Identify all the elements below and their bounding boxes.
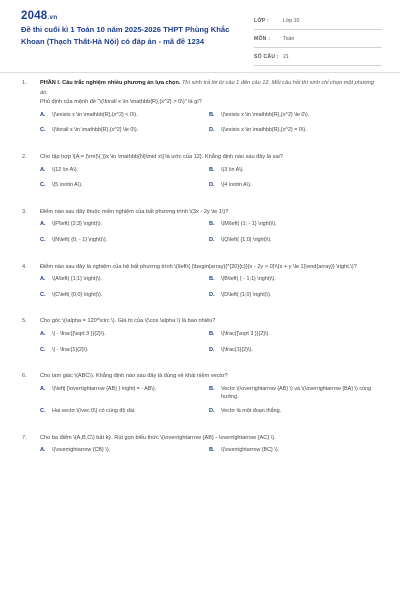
option-text: \(B\left( { - 1;1} \right)\).: [221, 276, 276, 283]
option-label: D.: [209, 408, 215, 415]
meta-row-class: [254, 12, 382, 30]
question-text: Cho tam giác \(ABC\). Khẳng định nào sau đây là đúng về khái niệm vectơ?: [40, 373, 228, 380]
question-text: Cho góc \(\alpha = 120^\circ \). Giá trị của \(\cos \alpha \) là bao nhiêu?: [40, 318, 216, 325]
answer-option[interactable]: [40, 220, 209, 230]
answer-option[interactable]: [40, 275, 209, 285]
option-label: B.: [209, 447, 215, 454]
option-label: B.: [209, 330, 215, 337]
answer-option[interactable]: [40, 407, 209, 417]
option-text: \(\overrightarrow {CB} \).: [52, 447, 111, 454]
option-label: C.: [40, 127, 46, 134]
option-label: A.: [40, 330, 46, 337]
answer-options: [40, 446, 378, 462]
option-text: \( - \frac{{\sqrt 3 }}{2}\).: [52, 330, 106, 337]
answer-options: [40, 385, 378, 423]
option-label: B.: [209, 111, 215, 118]
answer-option[interactable]: [40, 166, 209, 176]
site-logo[interactable]: [21, 10, 57, 22]
answer-option[interactable]: [209, 407, 378, 417]
option-label: A.: [40, 166, 46, 173]
meta-row-subject: [254, 30, 382, 48]
question-number: 1.: [22, 80, 27, 86]
meta-key: LỚP :: [254, 17, 270, 24]
option-label: D.: [209, 127, 215, 134]
option-text: \(\exists x \in \mathbb{R},{x^2} = 0\).: [221, 127, 307, 134]
option-text: \(\overrightarrow {BC} \).: [221, 447, 280, 454]
answer-option[interactable]: [209, 126, 378, 136]
answer-option[interactable]: [40, 291, 209, 301]
part-instruction: Thí sinh trả lời từ câu 1 đến câu 12. Mỗi câu hỏi thí sinh chỉ chọn một phương án.: [40, 80, 375, 96]
option-text: \(C\left( {0;0} \right)\).: [52, 291, 103, 298]
option-text: \(\frac{1}{2}\).: [221, 346, 253, 353]
option-text: \(5 \notin A\).: [52, 182, 83, 189]
answer-option[interactable]: [209, 275, 378, 285]
option-label: C.: [40, 408, 46, 415]
meta-value: Lớp 10: [283, 17, 300, 24]
answer-option[interactable]: [209, 181, 378, 191]
option-label: B.: [209, 166, 215, 173]
option-text: Hai vectơ \(\vec 0\) có cùng độ dài.: [52, 408, 136, 415]
answer-option[interactable]: [40, 111, 209, 121]
option-label: C.: [40, 291, 46, 298]
option-text: \(D\left( {1;0} \right)\).: [221, 291, 272, 298]
answer-option[interactable]: [209, 291, 378, 301]
answer-option[interactable]: [209, 346, 378, 356]
question-number: 4.: [22, 263, 27, 270]
question-text: Cho ba điểm \(A,B,C\) bất kỳ. Rút gọn biểu thức \(\overrightarrow {AB} - \overrightarrow {AC} \).: [40, 434, 276, 441]
question-number: 2.: [22, 153, 27, 160]
question-prompt: Phủ định của mệnh đề "\(\forall x \in \mathbb{R},{x^2} > 0\)" là gì?: [40, 99, 202, 106]
meta-row-question-count: [254, 48, 382, 66]
option-text: \(\forall x \in \mathbb{R},{x^2} \le 0\).: [52, 127, 139, 134]
option-text: \(\exists x \in \mathbb{R},{x^2} < 0\).: [52, 111, 138, 118]
option-text: \(\exists x \in \mathbb{R},{x^2} \le 0\).: [221, 111, 310, 118]
answer-options: [40, 220, 378, 251]
answer-option[interactable]: [40, 126, 209, 136]
answer-option[interactable]: [209, 220, 378, 230]
option-label: C.: [40, 236, 46, 243]
meta-value: Toán: [283, 35, 295, 42]
header-divider: [0, 72, 400, 73]
question-number: 6.: [22, 373, 27, 380]
answer-option[interactable]: [40, 385, 209, 401]
answer-options: [40, 275, 378, 306]
option-label: B.: [209, 221, 215, 228]
meta-key: SỐ CÂU :: [254, 53, 279, 60]
option-label: C.: [40, 346, 46, 353]
question-number: 5.: [22, 318, 27, 325]
answer-option[interactable]: [209, 236, 378, 246]
question-number: 3.: [22, 208, 27, 215]
question-list: [0, 79, 400, 473]
option-label: A.: [40, 111, 46, 118]
question-text: Điểm nào sau đây là nghiệm của hệ bất phương trình \(\left\{ {\begin{array}{*{20}{c}}{x - 2y > 0}\\{x + y \le 1}\end{array}} \right.\)?: [40, 263, 357, 270]
option-label: A.: [40, 447, 46, 454]
answer-option[interactable]: [40, 236, 209, 246]
question-text: [40, 79, 378, 98]
option-label: D.: [209, 346, 215, 353]
answer-options: [40, 166, 378, 197]
exam-title: Đề thi cuối kì 1 Toán 10 năm 2025-2026 THPT Phùng Khắc Khoan (Thạch Thất-Hà Nội) có đáp án - mã đề 1234: [21, 25, 230, 46]
option-text: \(\left| {\overrightarrow {AB} } \right| = - AB\).: [52, 385, 157, 392]
answer-option[interactable]: [209, 385, 378, 401]
option-text: Vectơ \(\overrightarrow {AB} \) và \(\overrightarrow {BA} \) cùng hướng.: [221, 385, 372, 400]
option-text: \(\frac{{\sqrt 3 }}{2}\).: [221, 330, 270, 337]
question: [0, 317, 400, 361]
answer-options: [40, 111, 378, 142]
option-text: \(4 \notin A\).: [221, 182, 252, 189]
option-text: \(Q\left( {1;0} \right)\).: [221, 236, 272, 243]
question: [0, 208, 400, 252]
option-label: A.: [40, 276, 46, 283]
meta-value: 21: [283, 53, 289, 60]
answer-option[interactable]: [40, 181, 209, 191]
option-label: D.: [209, 236, 215, 243]
option-text: \(M\left( {1; - 1} \right)\).: [221, 221, 277, 228]
option-label: A.: [40, 221, 46, 228]
exam-header: [0, 0, 400, 66]
option-text: \(N\left( {0; - 1} \right)\).: [52, 236, 108, 243]
option-label: A.: [40, 385, 46, 392]
answer-option[interactable]: [40, 346, 209, 356]
answer-option[interactable]: [209, 111, 378, 121]
question: [0, 434, 400, 462]
answer-option[interactable]: [209, 446, 378, 456]
option-text: \(3 \in A\).: [221, 166, 245, 173]
answer-options: [40, 330, 378, 361]
question-number: 7.: [22, 434, 27, 441]
meta-key: MÔN :: [254, 35, 271, 42]
question-text: Cho tập hợp \[A = {\rm{\{ }}x \in \mathbb{N}\mid x\] là ước của 12}. Khẳng định nào sau đây là sai?: [40, 153, 283, 160]
option-label: C.: [40, 182, 46, 189]
option-text: \(12 \in A\).: [52, 166, 79, 173]
question: [0, 153, 400, 197]
option-label: B.: [209, 276, 215, 283]
answer-option[interactable]: [40, 330, 209, 340]
logo-text: 2048: [21, 10, 48, 22]
option-text: \(P\left( {2;3} \right)\).: [52, 221, 103, 228]
option-label: B.: [209, 385, 215, 392]
option-text: Vectơ là một đoạn thẳng.: [221, 408, 282, 415]
part-heading: PHẦN I. Câu trắc nghiệm nhiều phương án lựa chọn.: [40, 80, 181, 86]
question-text: Điểm nào sau đây thuộc miền nghiệm của bất phương trình \(3x - 2y \le 1\)?: [40, 208, 229, 215]
logo-suffix: .vn: [47, 14, 58, 21]
option-text: \( - \frac{1}{2}\).: [52, 346, 89, 353]
option-text: \(A\left( {1;1} \right)\).: [52, 276, 103, 283]
option-label: D.: [209, 291, 215, 298]
answer-option[interactable]: [40, 446, 209, 456]
answer-option[interactable]: [209, 330, 378, 340]
question: [0, 372, 400, 423]
question: [0, 79, 400, 142]
question: [0, 263, 400, 307]
exam-meta-table: [254, 12, 382, 66]
answer-option[interactable]: [209, 166, 378, 176]
option-label: D.: [209, 182, 215, 189]
